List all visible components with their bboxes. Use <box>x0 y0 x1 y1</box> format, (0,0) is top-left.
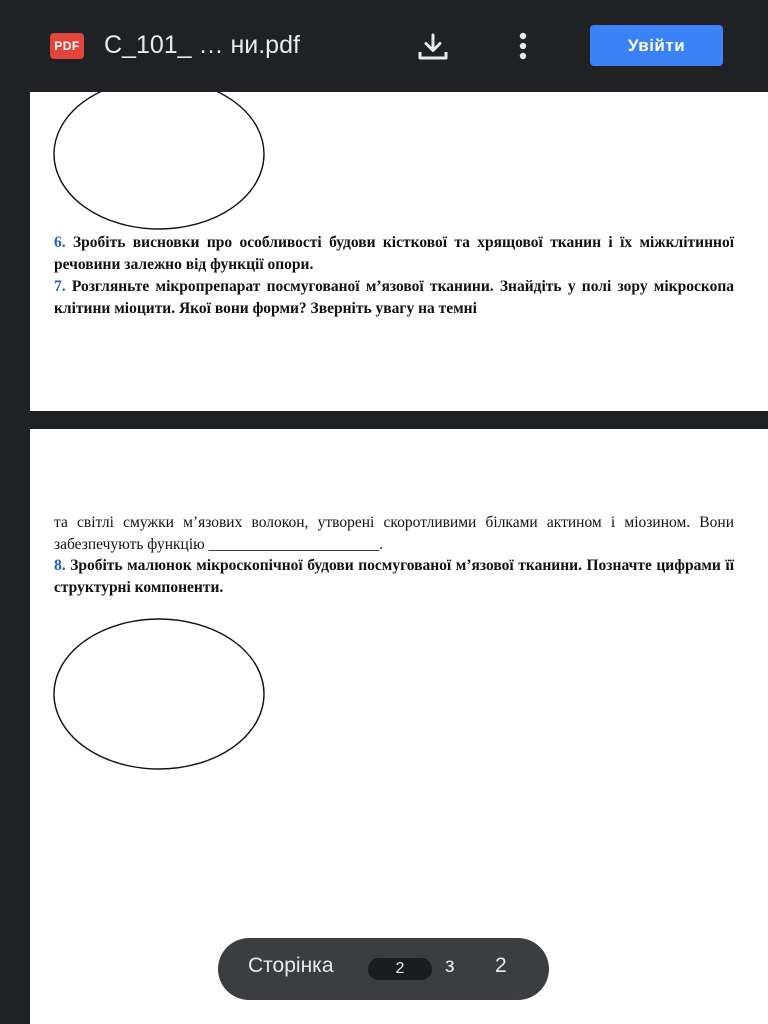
more-options-button[interactable] <box>505 28 541 66</box>
page-label: Сторінка <box>248 954 334 977</box>
login-button[interactable]: Увійти <box>590 25 723 66</box>
page-number-input[interactable]: 2 <box>368 958 432 980</box>
pdf-file-icon: PDF <box>50 33 84 59</box>
file-title: C_101_ … ни.pdf <box>104 31 300 59</box>
question-text: Зробіть малюнок мікроскопічної будови посмугованої м’язової тканини. Позначте цифрами її структурні компоненти. <box>54 557 734 596</box>
question-number: 8. <box>54 557 66 574</box>
page-indicator <box>218 938 549 1000</box>
question-6 <box>54 232 734 275</box>
question-text: та світлі смужки м’язових волокон, утворені скоротливими білками актином і міозином. Вони забезпечують функцію ______________________. <box>54 514 734 553</box>
question-number: 6. <box>54 234 66 251</box>
page-of-label: з <box>445 954 455 977</box>
drawing-ellipse <box>52 617 268 773</box>
pdf-page-1 <box>30 92 768 411</box>
page-total: 2 <box>495 954 507 977</box>
question-text: Зробіть висновки про особливості будови кісткової та хрящової тканин і їх міжклітинної речовини залежно від функції опори. <box>54 234 734 273</box>
download-icon <box>414 28 452 66</box>
toolbar <box>0 0 768 92</box>
pdf-page-2 <box>30 429 768 1024</box>
question-7 <box>54 276 734 319</box>
drawing-ellipse <box>52 92 268 236</box>
question-7-continued <box>54 512 734 598</box>
download-button[interactable] <box>414 28 452 66</box>
more-vert-icon <box>505 28 541 66</box>
question-number: 7. <box>54 278 66 295</box>
question-text: Розгляньте мікропрепарат посмугованої м’язової тканини. Знайдіть у полі зору мікроскопа клітини міоцити. Якої вони форми? Зверніть увагу на темні <box>54 278 734 317</box>
